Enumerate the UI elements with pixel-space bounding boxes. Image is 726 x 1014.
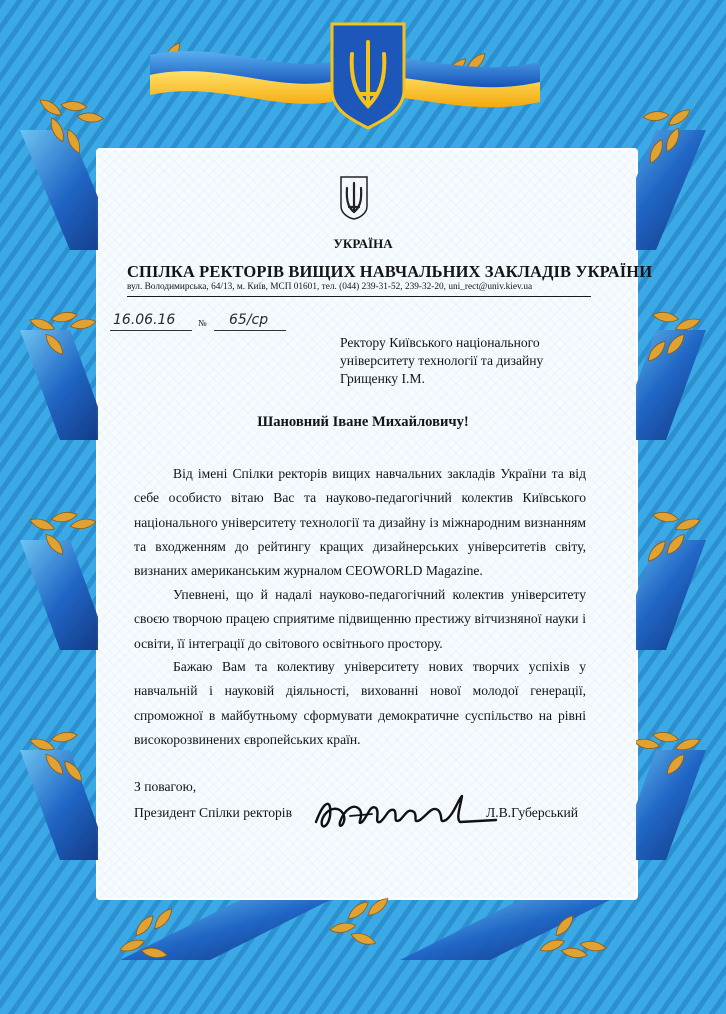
letter-number: 65/cp <box>229 312 269 328</box>
handwritten-signature <box>310 786 500 838</box>
organization-name: СПІЛКА РЕКТОРІВ ВИЩИХ НАВЧАЛЬНИХ ЗАКЛАДІВ УКРАЇНИ <box>127 262 653 281</box>
signatory-name: Л.В.Губерський <box>486 805 578 820</box>
body-paragraph: Від імені Спілки ректорів вищих навчальних закладів України та від себе особисто вітаю Вас та науково-педагогічний колектив Київського національного університету технології та дизайну із міжнародним визнанням та входженням до рейтингу кращих дизайнерських університетів світу, визнаних американським журналом CEOWORLD Magazine. <box>134 466 586 579</box>
signatory-position: Президент Спілки ректорів <box>134 805 293 820</box>
body-paragraph: Упевнені, що й надалі науково-педагогічний колектив університету своєю творчою працею сприятиме підвищенню престижу вітчизняної науки і освіти, її інтеграції до світового освітнього простору. <box>134 587 586 651</box>
trident-icon <box>339 176 369 220</box>
body-paragraph: Бажаю Вам та колективу університету нових творчих успіхів у навчальній і науковій діяльності, вихованні нової молодої генерації, спроможної в майбутньому сформувати демократичне суспільство на рівні високорозвинених європейських країн. <box>134 659 586 747</box>
country-heading: УКРАЇНА <box>333 236 393 251</box>
recipient-line: Грищенку І.М. <box>340 371 425 386</box>
date-underline <box>110 330 192 331</box>
recipient-block <box>340 334 620 388</box>
number-underline <box>214 330 286 331</box>
organization-address: вул. Володимирська, 64/13, м. Київ, МСП 01601, тел. (044) 239-31-52, 239-32-20, uni_rect@univ.kiev.ua <box>127 282 533 292</box>
closing-regards: З повагою, <box>134 779 197 794</box>
recipient-line: Ректору Київського національного <box>340 335 540 350</box>
recipient-line: університету технології та дизайну <box>340 353 544 368</box>
salutation: Шановний Іване Михайловичу! <box>257 414 469 430</box>
letter-date: 16.06.16 <box>113 312 176 328</box>
letterhead-divider <box>127 296 591 297</box>
number-label: № <box>198 318 207 328</box>
